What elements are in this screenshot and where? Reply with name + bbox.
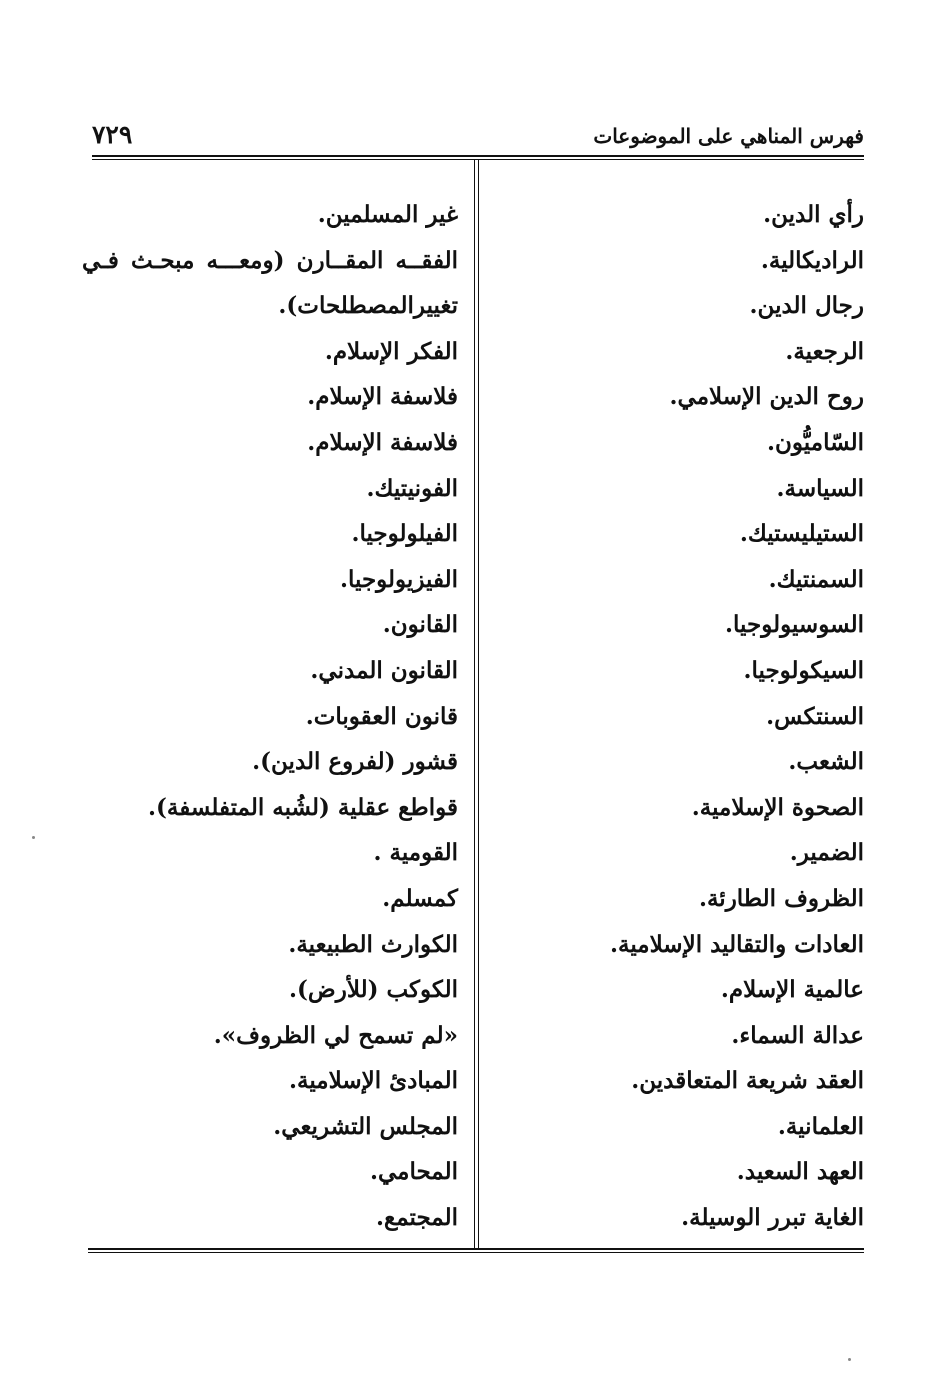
index-entry: الكوارث الطبيعية.	[288, 930, 458, 958]
column-divider	[474, 160, 479, 1250]
index-entry: السنتكس.	[766, 702, 864, 730]
index-entry: قواطع عقلية (لشُبه المتفلسفة).	[147, 793, 458, 821]
index-entry: الفقــه المقــارن (ومعـــه مبحـث فـي	[82, 246, 458, 274]
index-entry: المجلس التشريعي.	[273, 1112, 458, 1140]
index-entry: عدالة السماء.	[731, 1021, 864, 1049]
index-entry: الراديكالية.	[760, 246, 864, 274]
index-entry: كمسلم.	[382, 884, 458, 912]
index-entry: القانون المدني.	[310, 656, 458, 684]
index-entry: قانون العقوبات.	[305, 702, 458, 730]
index-entry: السيكولوجيا.	[743, 656, 864, 684]
scan-speck	[32, 836, 35, 839]
index-entry: الفونيتيك.	[366, 474, 458, 502]
index-entry: الصحوة الإسلامية.	[691, 793, 864, 821]
index-entry: العادات والتقاليد الإسلامية.	[609, 930, 864, 958]
index-entry: السّاميُّون.	[767, 428, 864, 456]
index-entry: رجال الدين.	[749, 292, 864, 320]
running-title: فهرس المناهي على الموضوعات	[593, 124, 864, 148]
index-entry: القانون.	[382, 611, 458, 639]
index-entry: رأي الدين.	[763, 201, 864, 228]
index-entry: قشور (لفروع الدين).	[252, 748, 458, 776]
index-entry: عالمية الإسلام.	[720, 976, 864, 1004]
index-entry: تغييرالمصطلحات).	[278, 292, 458, 320]
index-entry: الفيزيولوجيا.	[339, 565, 458, 593]
page-header	[92, 118, 864, 158]
index-entry: «لم تسمح لي الظروف».	[213, 1021, 458, 1049]
index-entry: الفيلولوجيا.	[351, 520, 458, 548]
index-entry: الستيليستيك.	[739, 520, 864, 548]
index-entry: السمنتيك.	[768, 565, 864, 593]
index-entry: المجتمع.	[375, 1204, 458, 1232]
index-entry: روح الدين الإسلامي.	[669, 383, 864, 411]
index-entry: الكوكب (للأرض).	[289, 976, 458, 1004]
index-entry: الرجعية.	[785, 337, 864, 365]
index-entry: العقد شريعة المتعاقدين.	[631, 1067, 864, 1095]
index-entry: المبادئ الإسلامية.	[289, 1067, 458, 1095]
index-entry: فلاسفة الإسلام.	[307, 428, 458, 456]
index-entry: السياسة.	[776, 474, 864, 502]
index-entry: الغاية تبرر الوسيلة.	[681, 1204, 864, 1232]
index-entry: العهد السعيد.	[736, 1158, 864, 1186]
index-column-right	[494, 192, 864, 1241]
index-entry: القومية .	[373, 839, 458, 867]
index-entry: العلمانية.	[777, 1112, 864, 1140]
footer-rule	[88, 1248, 864, 1253]
index-entry: الضمير.	[789, 839, 864, 867]
index-entry: فلاسفة الإسلام.	[307, 383, 458, 411]
index-column-left	[82, 192, 458, 1241]
index-entry: الشعب.	[788, 748, 864, 776]
index-entry: المحامي.	[369, 1158, 458, 1186]
page-number: ٧٢٩	[92, 120, 133, 149]
index-entry: غير المسلمين.	[317, 201, 458, 228]
index-entry: السوسيولوجيا.	[725, 611, 864, 639]
index-entry: الفكر الإسلام.	[324, 337, 458, 365]
scan-speck	[848, 1358, 851, 1361]
index-entry: الظروف الطارئة.	[698, 884, 864, 912]
